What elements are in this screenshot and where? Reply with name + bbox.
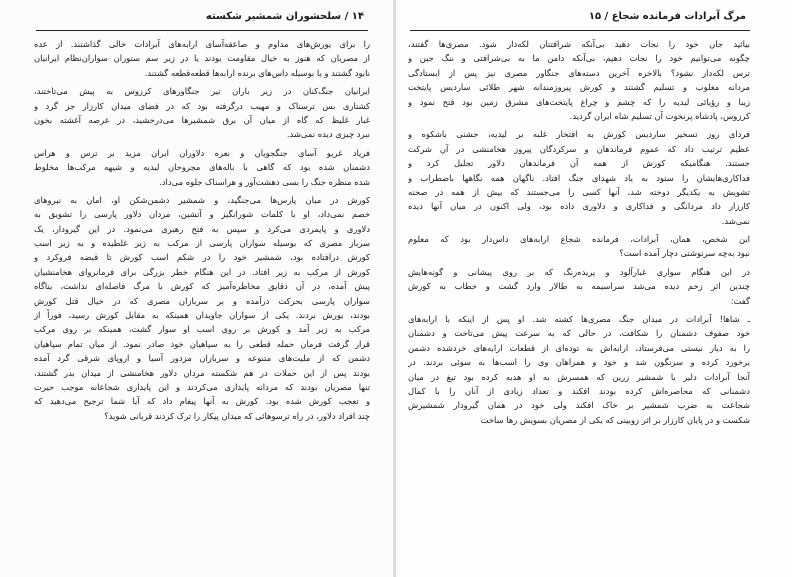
text-line: خود صفوف دشمنان را شکافت، در حالی که به سرعت پیش می‌تاخت و دشمنان bbox=[408, 328, 750, 339]
text-line: مرکب به زیر آمد و کورش بر روی اسب او سوار گشت، همینکه بر روی مرکب bbox=[34, 324, 370, 335]
text-line: سواران پارسی بحرکت درآمده و بر سربازان مصری که در خیال قتل کورش bbox=[34, 295, 370, 306]
text-line: فردای روز تسخیر ساردیس کورش به افتخار غلبه بر لیدیه، جشنی باشکوه و bbox=[408, 129, 750, 140]
text-line: چند افراد دلاور، در راه ترسوهائی که میدان پیکار را ترک کردند قربانی شوید؟ bbox=[104, 410, 370, 421]
text-line: زیبا و رؤیائی لیدیه را که چشم و چراغ پایتخت‌های مشرق زمین بود فتح نمود و bbox=[408, 96, 750, 107]
text-line: آنجا آبرادات دلیر با شمشیر زرین که همسرش به او هدیه کرده بود تیغ در میان bbox=[408, 371, 750, 382]
text-line: خصم نمی‌داد، او با کلمات شورانگیز و آتشین، مردان دلاور پارسی را تشویق به bbox=[34, 209, 370, 220]
text-line: گفت: bbox=[730, 295, 750, 306]
text-line: پیش آمده، در آن دقایق مخاطره‌آمیز که کورش با مرگ فاصله‌ای نداشت، بناگاه bbox=[34, 281, 370, 292]
right-running-title: مرگ آبرادات فرمانده شجاع bbox=[611, 11, 746, 22]
text-line: ایرانیان جنگ‌کنان در زیر باران تیر جنگاورهای کرزوس به پیش می‌تاختند، bbox=[34, 86, 370, 97]
text-line: غبار غلیظ که گاه از میان آن برق شمشیرها می‌درخشید، در عرصه آغشته بخون bbox=[34, 114, 370, 125]
text-line: را به دیار نیستی می‌فرستاد، ارابه‌اش به توده‌ای از قطعات ارابه‌های خردشده دشمن bbox=[408, 342, 750, 353]
text-line: نابود گشتند و یا بوسیله داس‌های برنده ارابه‌ها قطعه‌قطعه گشتند. bbox=[144, 67, 370, 78]
text-line: کورش در میان پارس‌ها می‌جنگید، و شمشیر دشمن‌شکن او، امان به نیروهای bbox=[34, 194, 370, 205]
text-line: کارزار داد مردانگی و فداکاری و دلاوری داده بود، ولی اکنون در میان آنها دیده bbox=[408, 201, 750, 212]
text-line: بودند، یورش بردند. یکی از سواران جاویدان همینکه به مقابل کورش رسید، فوراً از bbox=[34, 310, 370, 321]
text-line: ترس لکه‌دار نشود؟ بالاخره آخرین دسته‌های جنگاور مصری نیز پس از ایستادگی bbox=[408, 67, 750, 78]
text-line: بیائید جان خود را نجات دهید بی‌آنکه شرافتتان لکه‌دار شود. مصری‌ها گفتند، bbox=[408, 39, 750, 49]
text-line: کشتاری بس ترسناک و مهیب درگرفته بود که در فضای میدان کارزار جز گرد و bbox=[34, 100, 370, 111]
text-line: دشمنانی که محاصره‌اش کرده بودند افکند و تعداد زیادی از آنان را با کمال bbox=[408, 385, 750, 396]
text-line: قرار گرفت فرمان حمله قطعی را به سپاهیان خود صادر نمود. از میان تمام سپاهیان bbox=[34, 338, 370, 349]
text-line: را برای یورش‌های مداوم و صاعقه‌آسای ارابه‌های آبرادات خالی گذاشتند. از عده bbox=[34, 39, 370, 49]
text-line: دشمن که از ملیت‌های متنوعه و سربازان مزدور آسیا و اروپای شرقی گرد آمده bbox=[34, 353, 370, 364]
text-line: نبود به‌چه سرنوشتی دچار آمده است؟ bbox=[619, 248, 750, 259]
text-line: و تعجب کورش شده بود. کورش به آنها پیغام داد که آیا شما ترجیح می‌دهید که bbox=[34, 396, 370, 407]
text-line: کورش از مرکب به زیر افتاد. در این هنگام خطر بزرگی برای فرمانروای هخامنشیان bbox=[34, 266, 370, 277]
text-line: تنها مصریان بودند که مردانه پایداری می‌کردند و این پایداری شجاعانه موجب حیرت bbox=[34, 381, 370, 392]
text-line: این شخص، همان، آبرادات، فرمانده شجاع ارابه‌های داس‌دار بود که معلوم bbox=[408, 234, 750, 245]
left-page-number: ۱۴ / bbox=[344, 11, 364, 22]
right-page-number: / ۱۵ bbox=[588, 11, 609, 22]
text-line: جستند. هنگامیکه کورش از همه آن فرماندهان دلاور تجلیل کرد و bbox=[408, 158, 750, 169]
left-page-header bbox=[45, 8, 364, 26]
text-line: عظیم ترتیب داد که عموم فرماندهان و سرکردگان پیروز هخامنشی در آن شرکت bbox=[408, 143, 750, 154]
text-line: نبرد چیزی دیده نمی‌شد. bbox=[286, 129, 370, 140]
text-line: فریاد غریو آسای جنگجویان و نعره دلاوران ایران مزید بر ترس و هراس bbox=[34, 147, 370, 158]
text-line: کرزوس، پادشاه پرنخوت آن تسلیم شاه ایران گردید. bbox=[569, 110, 750, 121]
text-line: ـ شاها! آبرادات در میدان جنگ مصری‌ها کشته شد. او پس از اینکه با ارابه‌های bbox=[408, 314, 750, 325]
text-line: شجاعت به ضرب شمشیر بر خاک افکند ولی خود در همان گیرودار شمشیرش bbox=[408, 400, 750, 411]
text-line: چندین اثر زخم دیده می‌شد سراسیمه به طالار وارد گشت و خطاب به کورش bbox=[408, 281, 750, 292]
right-header-rule bbox=[410, 30, 750, 31]
text-line: سرباز مصری که بوسیله سواران پارسی از مرکب به زیر غلطیده و به زیر اسب bbox=[34, 238, 370, 249]
text-line: چگونه می‌توانیم خود را نجات دهیم، بی‌آنکه دامن ما به بی‌شرافتی و ننگ جبن و bbox=[408, 53, 750, 64]
text-line: بودند پس از این حملات در هم شکسته مردان دلاور هخامنشی از میدان بدر گشتند، bbox=[34, 367, 370, 378]
text-line: از مصریان که هنوز به خیال مقاومت بودند یا در زیر سم ستوران سواران‌نظام ایرانیان bbox=[34, 53, 370, 64]
left-header-rule bbox=[36, 30, 368, 31]
text-line: دلاوری و پایمردی می‌کرد و سپس به فتح رهبری می‌نمود. در این گیرودار، یک bbox=[34, 223, 370, 234]
text-line: نمی‌شد. bbox=[721, 215, 750, 226]
text-line: برخورد کرده و سرنگون شد و خود و همراهان وی را اسب‌ها به سوئی بردند. در bbox=[408, 357, 750, 368]
text-line: شکست و در پایان کارزار بر اثر زوبینی که یکی از مصریان بسویش رها ساخت bbox=[480, 414, 750, 425]
text-line: مردانه مغلوب و تسلیم گشتند و کورش پیروزمندانه شهر طلائی ساردیس پایتخت bbox=[408, 82, 750, 93]
right-page-header bbox=[412, 8, 746, 26]
text-line: فداکاری‌هایشان را ستود به یاد شهدای جنگ افتاد. ناگهان همه نگاهها باضطراب و bbox=[408, 172, 750, 183]
left-running-title: سلحشوران شمشیر شکسته bbox=[205, 11, 342, 22]
text-line: دشمنان شده بود که گاهی با ناله‌های مجروحان لیدیه و شیهه مرکب‌ها مخلوط bbox=[34, 162, 370, 173]
text-line: شده منظره جنگ را بسی دهشت‌آور و هراسناک جلوه می‌داد. bbox=[159, 176, 370, 187]
text-line: تشویش به یکدیگر دوخته شد، آنها کسی را می‌جستند که بیش از همه در صحنه bbox=[408, 186, 750, 197]
right-page-body bbox=[408, 37, 750, 427]
right-page bbox=[396, 0, 792, 577]
text-line: در این هنگام سواری غبارآلود و پریده‌رنگ که بر روی پیشانی و گونه‌هایش bbox=[408, 266, 750, 277]
left-page-body bbox=[34, 37, 370, 423]
text-line: کورش درافتاده بود، شمشیر خود را در شکم اسب کورش تا قبضه فروکرد و bbox=[34, 252, 370, 263]
